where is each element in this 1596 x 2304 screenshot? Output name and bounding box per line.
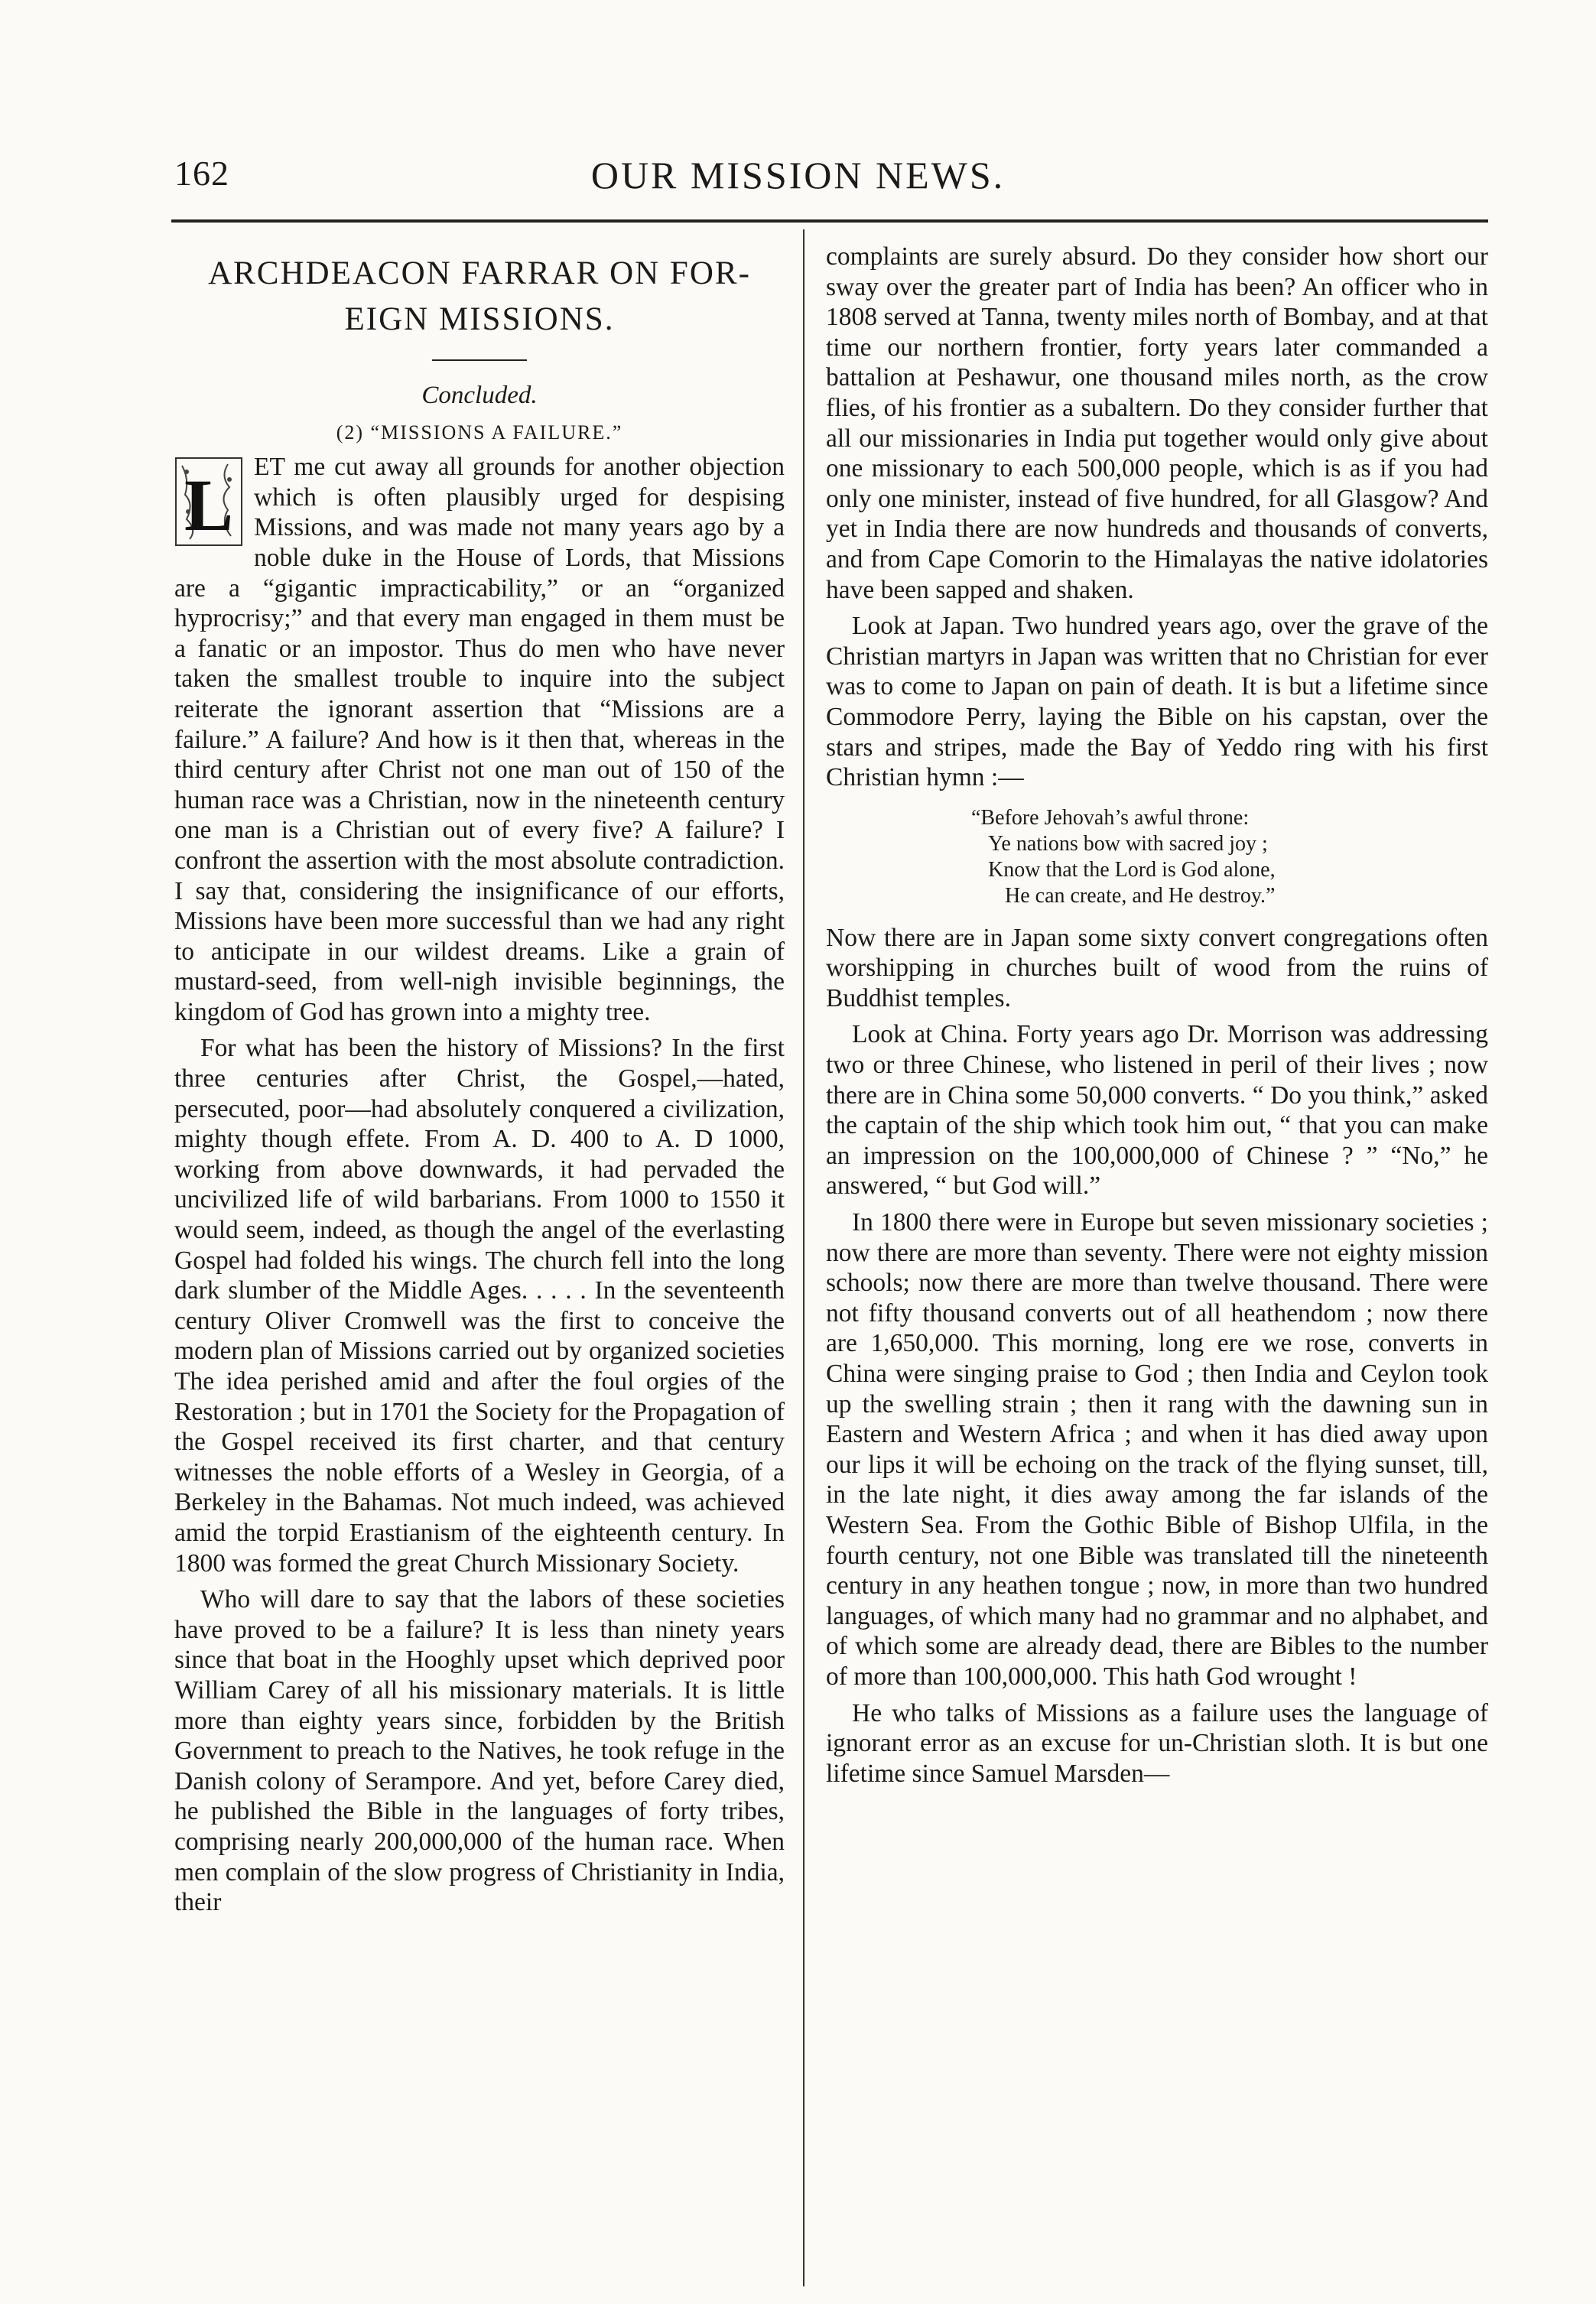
hymn-line: “Before Jehovah’s awful throne: xyxy=(971,805,1250,830)
paragraph: For what has been the history of Missions? In the first three centuries after Christ, the Gospel,—hated, persecuted, poor—had absolutely conquered a civilization, mighty though effete. From A. D. 400 to A. D 1000, working from above downwards, it had pervaded the uncivilized life of wild barbarians. From 1000 to 1550 it would seem, indeed, as though the angel of the everlasting Gospel had folded his wings. The church fell into the long dark slumber of the Middle Ages. . . . . In the seventeenth century Oliver Cromwell was the first to conceive the modern plan of Missions carried out by organized societies The idea perished amid and after the foul orgies of the Restoration ; but in 1701 the Society for the Propagation of the Gospel received its first charter, and that century witnesses the noble efforts of a Wesley in Georgia, of a Berkeley in the Bahamas. Not much indeed, was achieved amid the torpid Erastianism of the eighteenth century. In 1800 was formed the great Church Missionary Society. xyxy=(174,1034,785,1578)
page-number: 162 xyxy=(174,154,229,193)
subtitle: Concluded. xyxy=(421,382,538,409)
title-rule xyxy=(432,359,527,361)
article-title-line-2: EIGN MISSIONS. xyxy=(344,301,615,337)
article-title xyxy=(174,251,785,343)
paragraph: complaints are surely absurd. Do they consider how short our sway over the greater part of India has been? An officer who in 1808 served at Tanna, twenty miles north of Bombay, and at that time our northern frontier, forty years later commanded a battalion at Peshawur, one thousand miles north, as the crow flies, of his frontier as a subaltern. Do they consider further that all our missionaries in India put together would only give about one missionary to each 500,000 people, which is as if you had only one minister, instead of five hundred, for all Glasgow? And yet in India there are now hundreds and thousands of converts, and from Cape Comorin to the Himalayas the native idolatories have been sapped and shaken. xyxy=(826,242,1488,604)
paragraph: He who talks of Missions as a failure uses the language of ignorant error as an excuse for un-Christian sloth. It is but one lifetime since Samuel Marsden— xyxy=(826,1698,1488,1788)
article-title-line-1: ARCHDEACON FARRAR ON FOR- xyxy=(208,255,751,291)
ornamental-initial-icon xyxy=(174,457,243,547)
paragraph xyxy=(174,452,785,1027)
svg-text:L: L xyxy=(184,464,234,547)
section-heading: (2) “MISSIONS A FAILURE.” xyxy=(336,421,623,444)
column-divider xyxy=(803,229,805,2286)
paragraph: Now there are in Japan some sixty convert congregations often worshipping in churches built of wood from the ruins of Buddhist temples. xyxy=(826,923,1488,1012)
hymn-line: He can create, and He destroy.” xyxy=(1005,883,1276,908)
left-column xyxy=(174,242,785,1924)
hymn-line: Know that the Lord is God alone, xyxy=(988,857,1276,882)
paragraph: Who will dare to say that the labors of these societies have proved to be a failure? It is less than ninety years since that boat in the Hooghly upset which deprived poor William Carey of all his missionary materials. It is little more than eighty years since, forbidden by the British Government to preach to the Natives, he took refuge in the Danish colony of Serampore. And yet, before Carey died, he published the Bible in the languages of forty tribes, comprising nearly 200,000,000 of the human race. When men complain of the slow progress of Christianity in India, their xyxy=(174,1585,785,1917)
header-rule xyxy=(171,219,1488,223)
hymn-quote xyxy=(826,805,1488,909)
hymn-line: Ye nations bow with sacred joy ; xyxy=(988,831,1268,856)
paragraph: Look at Japan. Two hundred years ago, over the grave of the Christian martyrs in Japan was written that no Christian for ever was to come to Japan on pain of death. It is but a lifetime since Commodore Perry, laying the Bible on his capstan, over the stars and stripes, made the Bay of Yeddo ring with his first Christian hymn :— xyxy=(826,612,1488,792)
paragraph: Look at China. Forty years ago Dr. Morrison was addressing two or three Chinese, who listened in peril of their lives ; now there are in China some 50,000 converts. “ Do you think,” asked the captain of the ship which took him out, “ that you can make an impression on the 100,000,000 of Chinese ? ” “No,” he answered, “ but God will.” xyxy=(826,1020,1488,1201)
paragraph: In 1800 there were in Europe but seven missionary societies ; now there are more than seventy. There were not eighty mission schools; now there are more than twelve thousand. There were not fifty thousand converts out of all heathendom ; now there are 1,650,000. This morning, long ere we rose, converts in China were singing praise to God ; then India and Ceylon took up the swelling strain ; then it rang with the dawning sun in Eastern and Western Africa ; and when it has died away upon our lips it will be echoing on the track of the flying sunset, till, in the late night, it dies away among the far islands of the Western Sea. From the Gothic Bible of Bishop Ulfila, in the fourth century, not one Bible was translated till the nineteenth century in any heathen tongue ; now, in more than two hundred languages, of which many had no grammar and no alphabet, and of which some are already dead, there are Bibles to the number of more than 100,000,000. This hath God wrought ! xyxy=(826,1208,1488,1691)
running-head: OUR MISSION NEWS. xyxy=(590,154,1006,197)
right-column xyxy=(826,242,1488,1795)
paragraph-text: ET me cut away all grounds for another objection which is often plausibly urged for despising Missions, and was made not many years ago by a noble duke in the House of Lords, that Missions are a “gigantic impracticability,” or an “organized hyprocrisy;” and that every man engaged in them must be a fanatic or an impostor. Thus do men who have never taken the smallest trouble to inquire into the subject reiterate the ignorant assertion that “Missions are a failure.” A failure? And how is it then that, whereas in the third century after Christ not one man out of 150 of the human race was a Christian, now in the nineteenth century one man is a Christian out of every five? A failure? I confront the assertion with the most absolute contradiction. I say that, considering the insignificance of our efforts, Missions have been more successful than we had any right to anticipate in our wildest dreams. Like a grain of mustard-seed, from well-nigh invisible beginnings, the kingdom of God has grown into a mighty tree. xyxy=(174,453,785,1026)
